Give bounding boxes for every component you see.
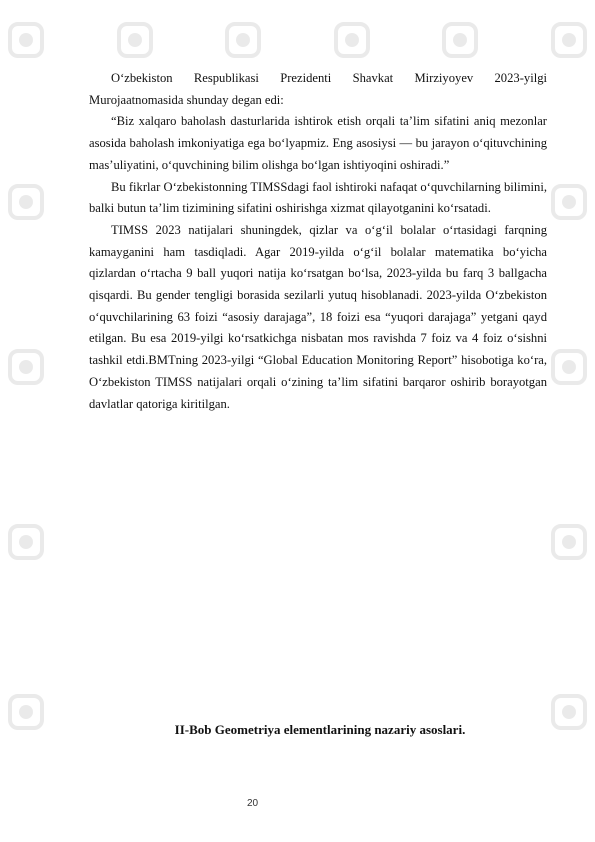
page-number: 20: [247, 798, 259, 809]
logo-watermark-icon: [4, 180, 48, 224]
logo-watermark-icon: [4, 690, 48, 734]
logo-watermark-icon: [438, 18, 482, 62]
logo-watermark-icon: [547, 690, 591, 734]
logo-watermark-icon: [547, 345, 591, 389]
logo-watermark-icon: [4, 345, 48, 389]
watermark-row-bottom: [0, 690, 595, 750]
logo-watermark-icon: [330, 18, 374, 62]
logo-watermark-icon: [113, 18, 157, 62]
logo-watermark-icon: [547, 520, 591, 564]
logo-watermark-icon: [4, 520, 48, 564]
paragraph-quote: “Biz xalqaro baholash dasturlarida ishtirok etish orqali ta’lim sifatini aniq mezonlar asosida baholash imkoniyatiga ega bo‘lyapmiz. Eng asosiysi — bu jarayon o‘qituvchining mas’uliyatini, o‘quvchining bilim olishga bo‘lgan ishtiyoqini oshiradi.”: [89, 114, 547, 172]
logo-watermark-icon: [4, 18, 48, 62]
logo-watermark-icon: [547, 180, 591, 224]
logo-watermark-icon: [547, 18, 591, 62]
watermark-row-lower: [0, 520, 595, 580]
logo-watermark-icon: [221, 18, 265, 62]
body-text: [89, 68, 547, 415]
paragraph-timss-results: TIMSS 2023 natijalari shuningdek, qizlar va o‘g‘il bolalar o‘rtasidagi farqning kamayganini ham tasdiqladi. Agar 2019-yilda o‘g‘il bolalar matematika bo‘yicha qizlardan o‘rtacha 9 ball yuqori natija ko‘rsatgan bo‘lsa, 2023-yilda bu farq 3 ballgacha qisqardi. Bu gender tengligi borasida sezilarli yutuq hisoblanadi. 2023-yilda O‘zbekiston o‘quvchilarining 63 foizi “asosiy darajaga”, 18 foizi esa “yuqori darajaga” yetgani qayd etilgan. Bu esa 2019-yilgi ko‘rsatkichga nisbatan mos ravishda 7 foiz va 4 foiz o‘sishni tashkil etdi.BMTning 2023-yilgi “Global Education Monitoring Report” hisobotiga ko‘ra, O‘zbekiston TIMSS natijalari orqali o‘zining ta’lim sifatini barqaror oshirib borayotgan davlatlar qatoriga kiritilgan.: [89, 222, 547, 411]
paragraph-commentary: Bu fikrlar O‘zbekistonning TIMSSdagi faol ishtiroki nafaqat o‘quvchilarning bilimini, balki butun ta’lim tizimining sifatini oshirishga xizmat qilayotganini ko‘rsatadi.: [89, 179, 547, 216]
paragraph-intro: O‘zbekiston Respublikasi Prezidenti Shavkat Mirziyoyev 2023-yilgi Murojaatnomasida shunday degan edi:: [89, 71, 547, 107]
chapter-heading: II-Bob Geometriya elementlarining nazariy asoslari.: [174, 722, 466, 737]
